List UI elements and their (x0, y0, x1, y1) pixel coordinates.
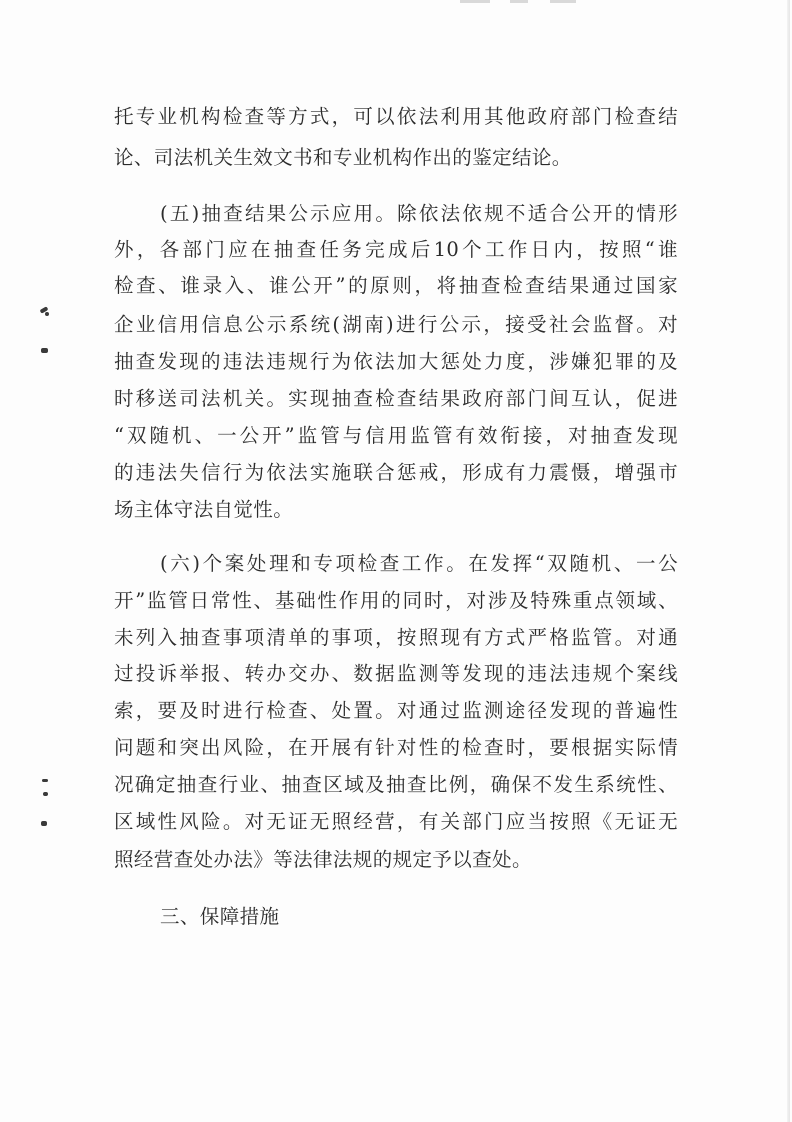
paragraph-line: 开”监管日常性、基础性作用的同时，对涉及特殊重点领域、 (114, 589, 678, 612)
paragraph-line: (六)个案处理和专项检查工作。在发挥“双随机、一公 (160, 552, 678, 575)
paragraph-line: 索，要及时进行检查、处置。对通过监测途径发现的普遍性 (114, 699, 678, 722)
paragraph-line: 托专业机构检查等方式，可以依法利用其他政府部门检查结 (114, 105, 678, 128)
paragraph-line: “双随机、一公开”监管与信用监管有效衔接，对抽查发现 (114, 424, 678, 447)
paragraph-line: 未列入抽查事项清单的事项，按照现有方式严格监管。对通 (114, 626, 678, 649)
paragraph-line: 检查、谁录入、谁公开”的原则，将抽查检查结果通过国家 (114, 274, 678, 297)
binding-mark (43, 792, 48, 796)
paragraph-line: 过投诉举报、转办交办、数据监测等发现的违法违规个案线 (114, 662, 678, 685)
paragraph-line: 时移送司法机关。实现抽查检查结果政府部门间互认，促进 (114, 387, 678, 410)
binding-mark (45, 312, 49, 316)
paragraph-line: 的违法失信行为依法实施联合惩戒，形成有力震慑，增强市 (114, 461, 678, 484)
paragraph-line: 企业信用信息公示系统(湖南)进行公示，接受社会监督。对 (114, 313, 678, 336)
binding-mark (42, 779, 48, 782)
binding-mark (41, 821, 47, 826)
scan-artifact-top (460, 0, 580, 4)
paragraph-line: (五)抽查结果公示应用。除依法依规不适合公开的情形 (160, 202, 678, 225)
paragraph-line: 抽查发现的违法违规行为依法加大惩处力度，涉嫌犯罪的及 (114, 350, 678, 373)
binding-mark (41, 348, 48, 353)
paragraph-line: 问题和突出风险，在开展有针对性的检查时，要根据实际情 (114, 736, 678, 759)
section-heading: 三、保障措施 (160, 905, 280, 928)
paragraph-line: 区域性风险。对无证无照经营，有关部门应当按照《无证无 (114, 810, 678, 833)
paragraph-line: 照经营查处办法》等法律法规的规定予以查处。 (114, 848, 532, 871)
paragraph-line: 场主体守法自觉性。 (114, 498, 294, 521)
paragraph-line: 外，各部门应在抽查任务完成后10个工作日内，按照“谁 (114, 238, 678, 261)
scan-edge-shadow (787, 0, 790, 1122)
paragraph-line: 况确定抽查行业、抽查区域及抽查比例，确保不发生系统性、 (114, 773, 678, 796)
paragraph-line: 论、司法机关生效文书和专业机构作出的鉴定结论。 (114, 146, 572, 169)
